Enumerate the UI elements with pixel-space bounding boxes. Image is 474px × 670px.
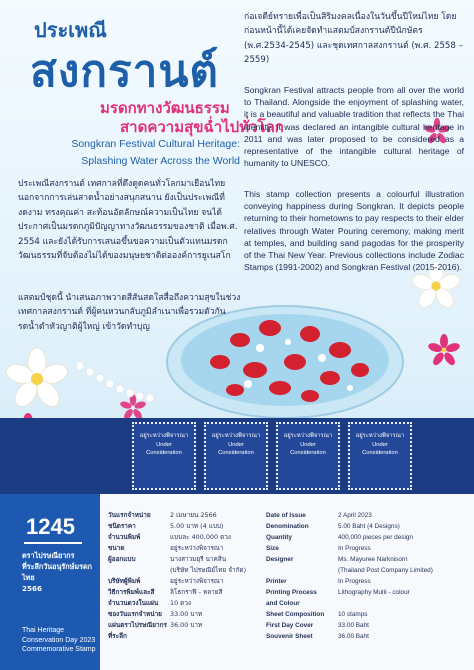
spec-row — [266, 565, 458, 576]
spec-value: Ms. Mayuree Narknisorn — [338, 556, 408, 563]
subtitle-th-line-1: มรดกทางวัฒนธรรม — [100, 99, 230, 117]
body-th-paragraph-2: แสตมป์ชุดนี้ นำเสนอภาพวาดสีสันสดใสสื่อถึงความสุขในช่วงเทศกาลสงกรานต์ ที่ผู้คนหวนกลับภูมิลำเนาเพื่อรวมตัวกันรดน้ำดำหัวญาติผู้ใหญ่ เข้าวัดทำบุญ — [18, 293, 241, 332]
subtitle-th-line-2: สาดความสุขฉ่ำไปทั่วโลก — [120, 118, 284, 136]
issue-name-en-line-3: Commemorative Stamp — [22, 646, 96, 653]
right-en-paragraph-1: Songkran Festival attracts people from all over the world to Thailand. Alongside the enjoyment of splashing water, it is a beautiful and valuable tradition that reflects the Thai identity. It was declared an intangible cultural heritage in 2011 and was later proposed to be considered as a representative of the intangible cultural heritage of humanity to UNESCO. — [244, 85, 464, 169]
spec-table-th — [108, 510, 265, 642]
stamp-status-en-1: Under — [300, 442, 316, 448]
spec-label: Date of Issue — [266, 512, 306, 519]
spec-row — [266, 576, 458, 587]
spec-value: 10 stamps — [338, 611, 368, 618]
spec-label: ผู้ออกแบบ — [108, 555, 136, 563]
spec-row — [108, 576, 265, 587]
spec-row — [108, 543, 265, 554]
pink-flower-icon — [428, 334, 460, 366]
spec-row — [266, 510, 458, 521]
spec-row — [266, 598, 458, 609]
right-en-paragraph-2: This stamp collection presents a colourful illustration conveying happiness during Songkran. It depicts people returning to their hometowns to pay respects to their elder relatives through Water Pouring ceremony, making merit at temples, and building sand pagodas for the prosperity of the Thai New Year. Previous collections include Zodiac Stamps (1991-2002) and Songkran Festival (2015-2016). — [244, 189, 464, 273]
spec-row — [266, 532, 458, 543]
spec-label: จำนวนพิมพ์ — [108, 533, 141, 541]
stamp-status-en-2: Consideration — [362, 450, 398, 456]
stamp-status-en-1: Under — [228, 442, 244, 448]
spec-row — [108, 510, 265, 521]
stamp-status-th: อยู่ระหว่างพิจารณา — [283, 433, 333, 439]
issue-name-en — [22, 626, 96, 655]
subtitle-en-line-2: Splashing Water Across the World — [81, 155, 240, 167]
stamp-placeholder — [348, 422, 412, 490]
spec-value: 2 April 2023 — [338, 512, 372, 519]
spec-row — [108, 631, 265, 642]
spec-value: ลิโธกราฟี - หลายสี — [170, 588, 223, 596]
spec-label: Printing Process — [266, 589, 317, 596]
spec-row — [108, 554, 265, 565]
spec-label: จำนวนดวงในแผ่น — [108, 599, 159, 607]
stamp-status-th: อยู่ระหว่างพิจารณา — [139, 433, 189, 439]
stamp-status-th: อยู่ระหว่างพิจารณา — [211, 433, 261, 439]
issue-name-en-line-2: Conservation Day 2023 — [22, 636, 96, 644]
spec-label: Printer — [266, 578, 287, 585]
spec-value: อยู่ระหว่างพิจารณา — [170, 544, 224, 552]
spec-label: บริษัทผู้พิมพ์ — [108, 577, 141, 585]
spec-value: อยู่ระหว่างพิจารณา — [170, 577, 224, 585]
title-prefix: ประเพณี — [34, 18, 107, 42]
spec-row — [266, 631, 458, 642]
spec-label — [108, 565, 170, 576]
spec-value: 33.00 Baht — [338, 622, 369, 629]
spec-label: แผ่นตราไปรษณียากร — [108, 621, 167, 629]
spec-label: ซองวันแรกจำหน่าย — [108, 610, 162, 618]
spec-value: 5.00 Baht (4 Designs) — [338, 523, 400, 530]
spec-value — [170, 631, 265, 642]
spec-row — [266, 620, 458, 631]
spec-label: Sheet Composition — [266, 611, 325, 618]
spec-label: ขนาด — [108, 544, 125, 552]
spec-value: (Thailand Post Company Limited) — [338, 567, 433, 574]
page-title: สงกรานต์ — [30, 46, 219, 97]
spec-value: นางสาวมยุรี นาคสิน — [170, 555, 227, 563]
stamp-status-th: อยู่ระหว่างพิจารณา — [355, 433, 405, 439]
spec-value: (บริษัท ไปรษณีย์ไทย จำกัด) — [170, 566, 247, 574]
spec-value: Lithography Multi - colour — [338, 589, 410, 596]
spec-label: Souvenir Sheet — [266, 633, 313, 640]
issue-name-en-line-1: Thai Heritage — [22, 627, 65, 634]
spec-value — [338, 598, 458, 609]
stamp-strip — [0, 418, 474, 494]
spec-row — [266, 587, 458, 598]
spec-label: and Colour — [266, 600, 300, 607]
spec-row — [266, 609, 458, 620]
spec-row — [108, 609, 265, 620]
stamp-status-en-2: Consideration — [218, 450, 254, 456]
spec-table-en — [266, 510, 458, 642]
spec-value: แบบละ 400,000 ดวง — [170, 533, 231, 541]
subtitle-en-line-1: Songkran Festival Cultural Heritage: — [71, 138, 240, 150]
right-th-paragraph: ก่อเจดีย์ทรายเพื่อเป็นสิริมงคลเนื่องในวันขึ้นปีใหม่ไทย โดยก่อนหน้านี้ได้เคยจัดทำแสตมป์สงกรานต์ปีนักษัตร (พ.ศ.2534-2545) และชุดเทศกาลสงกรานต์ (พ.ศ. 2558 – 2559) — [244, 12, 463, 66]
spec-row — [266, 521, 458, 532]
spec-label: Quantity — [266, 534, 292, 541]
spec-value: 2 เมษายน 2566 — [170, 511, 217, 519]
spec-label: วิธีการพิมพ์และสี — [108, 588, 155, 596]
spec-label: วันแรกจำหน่าย — [108, 511, 151, 519]
spec-row — [108, 598, 265, 609]
spec-label: Denomination — [266, 523, 309, 530]
issue-name-th-line-2: ที่ระลึกวันอนุรักษ์มรดกไทย — [22, 562, 92, 582]
spec-value: 10 ดวง — [170, 599, 192, 607]
spec-row — [266, 554, 458, 565]
divider — [24, 542, 82, 544]
stamp-info-panel — [0, 494, 474, 670]
spec-label: ที่ระลึก — [108, 632, 127, 640]
stamp-placeholder — [276, 422, 340, 490]
issue-name-th-line-3: 2566 — [22, 584, 43, 593]
spec-label: Designer — [266, 556, 294, 563]
spec-label: Size — [266, 545, 279, 552]
spec-value: 36.00 บาท — [170, 621, 203, 629]
spec-value: 5.00 บาท (4 แบบ) — [170, 522, 224, 530]
jasmine-garland-icon — [70, 356, 170, 416]
spec-label: First Day Cover — [266, 622, 314, 629]
spec-value: 400,000 pieces per design — [338, 534, 413, 541]
spec-row — [266, 543, 458, 554]
spec-label — [266, 565, 338, 576]
spec-value: 36.00 Baht — [338, 633, 369, 640]
issue-name-th-line-1: ตราไปรษณียากร — [22, 551, 75, 560]
spec-label: ชนิดราคา — [108, 522, 136, 530]
spec-row — [108, 620, 265, 631]
subtitle-en — [30, 136, 240, 170]
stamp-status-en-2: Consideration — [146, 450, 182, 456]
spec-value: 33.00 บาท — [170, 610, 203, 618]
stamp-status-en-2: Consideration — [290, 450, 326, 456]
spec-value: In Progress — [338, 545, 371, 552]
stamp-status-en-1: Under — [372, 442, 388, 448]
stamp-placeholder — [132, 422, 196, 490]
issue-code-panel — [0, 494, 100, 670]
spec-row — [108, 532, 265, 543]
spec-row — [108, 521, 265, 532]
stamp-placeholder — [204, 422, 268, 490]
frangipani-flower-icon — [6, 348, 68, 410]
spec-value: In Progress — [338, 578, 371, 585]
spec-row — [108, 565, 265, 576]
issue-name-th — [22, 550, 96, 594]
spec-row — [108, 587, 265, 598]
stamp-status-en-1: Under — [156, 442, 172, 448]
body-th-paragraph-1: ประเพณีสงกรานต์ เทศกาลที่ดึงดูดคนทั่วโลกมาเยือนไทย นอกจากการเล่นสาดน้ำอย่างสนุกสนาน ยังเป็นประเพณีที่งดงาม ทรงคุณค่า สะท้อนอัตลักษณ์ความเป็นไทย จนได้ประกาศเป็นมรดกภูมิปัญญาทางวัฒนธรรมของชาติ เมื่อพ.ศ. 2554 และยังได้รับการเสนอขึ้นขอความเป็นตัวแทนมรดกวัฒนธรรมที่จับต้องไม่ได้ของมนุษยชาติต่อองค์การยูเนสโก — [18, 179, 238, 262]
issue-code: 1245 — [26, 514, 75, 539]
